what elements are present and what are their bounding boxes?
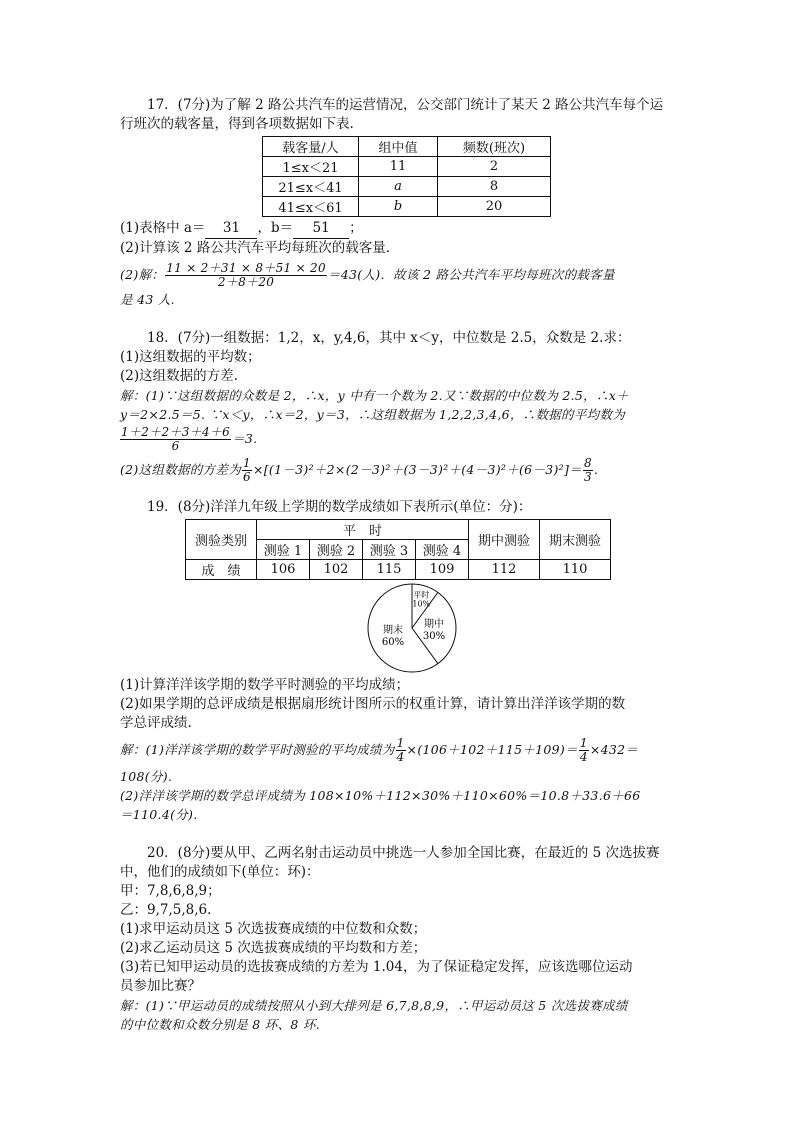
q18-solution-line1: 解：(1)∵这组数据的众数是 2，∴x，y 中有一个数为 2.又∵数据的中位数为 2.5，∴x＋ bbox=[120, 388, 629, 403]
table-cell: b bbox=[359, 197, 438, 217]
q19-quarter-fraction-2 bbox=[579, 737, 589, 764]
pie-pct-final: 60% bbox=[381, 637, 405, 649]
table-row bbox=[186, 520, 611, 540]
q18-solution-line3 bbox=[120, 424, 675, 454]
question-17 bbox=[120, 96, 675, 309]
q17-solution-result: ＝43(人)．故该 2 路公共汽车平均每班次的载客量 bbox=[327, 267, 615, 282]
q17-a-answer: 31 bbox=[205, 219, 257, 239]
table-row bbox=[263, 197, 551, 217]
q17-solution-fraction bbox=[165, 262, 327, 289]
q20-stem-line2: 中，他们的成绩如下(单位：环)： bbox=[120, 864, 320, 880]
table-cell: a bbox=[359, 177, 438, 197]
q19-header-test2: 测验 2 bbox=[310, 540, 363, 560]
weight-pie-chart bbox=[366, 582, 458, 674]
q20-stem-line1: 20．(8分)要从甲、乙两名射击运动员中挑选一人参加全国比赛，在最近的 5 次选拔赛 bbox=[147, 845, 660, 861]
q19-quarter-fraction bbox=[396, 737, 406, 764]
fraction-denominator: 3 bbox=[583, 470, 592, 484]
q20-solution-line2: 的中位数和众数分别是 8 环、8 环. bbox=[120, 1017, 320, 1032]
table-row bbox=[263, 157, 551, 177]
pie-pct-usual: 10% bbox=[412, 599, 431, 609]
question-18 bbox=[120, 329, 675, 486]
q18-stem: 18．(7分)一组数据：1,2，x，y,4,6，其中 x＜y，中位数是 2.5，众数是 2.求： bbox=[147, 330, 631, 346]
q19-header-test4: 测验 4 bbox=[416, 540, 469, 560]
table-cell: 8 bbox=[438, 177, 551, 197]
q17-part1-a-label: (1)表格中 a＝ bbox=[120, 220, 206, 236]
question-20 bbox=[120, 844, 675, 1034]
q19-part2-line1: (2)如果学期的总评成绩是根据扇形统计图所示的权重计算，请计算出洋洋该学期的数 bbox=[120, 696, 626, 712]
fraction-numerator: 8 bbox=[583, 456, 592, 470]
q17-b-answer: 51 bbox=[293, 219, 349, 239]
q18-part1: (1)这组数据的平均数； bbox=[120, 349, 261, 365]
table-cell: 2 bbox=[438, 157, 551, 177]
q19-solution-line1 bbox=[120, 733, 675, 767]
q18-solution-line4 bbox=[120, 454, 675, 486]
q17-part1 bbox=[120, 219, 675, 239]
q18-variance-label: (2)这组数据的方差为 bbox=[120, 462, 242, 477]
q19-row-label: 成 绩 bbox=[186, 560, 257, 580]
q19-score-table bbox=[185, 519, 611, 580]
table-cell: 21≤x＜41 bbox=[263, 177, 359, 197]
q19-header-midterm: 期中测验 bbox=[469, 520, 540, 560]
q19-header-test3: 测验 3 bbox=[363, 540, 416, 560]
q18-variance-result-fraction bbox=[583, 457, 593, 484]
q17-solution-line1 bbox=[120, 260, 675, 290]
q17-solution-line2: 是 43 人. bbox=[120, 292, 175, 307]
table-cell: 1≤x＜21 bbox=[263, 157, 359, 177]
q19-part1: (1)计算洋洋该学期的数学平时测验的平均成绩； bbox=[120, 677, 410, 693]
q17-header-mid: 组中值 bbox=[359, 137, 438, 157]
table-row bbox=[263, 137, 551, 157]
table-cell: 110 bbox=[540, 560, 611, 580]
q18-mean-result: ＝3. bbox=[232, 431, 258, 446]
fraction-denominator: 2＋8＋20 bbox=[217, 275, 275, 289]
question-19 bbox=[120, 498, 675, 824]
q19-solution-product: ×432＝ bbox=[589, 742, 639, 757]
pie-pct-midterm: 30% bbox=[422, 631, 446, 642]
document-page bbox=[120, 96, 675, 1034]
q19-header-final: 期末测验 bbox=[540, 520, 611, 560]
table-cell: 102 bbox=[310, 560, 363, 580]
table-cell: 11 bbox=[359, 157, 438, 177]
table-cell: 20 bbox=[438, 197, 551, 217]
q20-solution-line1: 解：(1)∵甲运动员的成绩按照从小到大排列是 6,7,8,8,9，∴甲运动员这 5 次选拔赛成绩 bbox=[120, 998, 628, 1013]
pie-label-midterm: 期中 bbox=[424, 619, 444, 630]
q20-scores-jia: 甲：7,8,6,8,9； bbox=[120, 883, 221, 899]
q17-solution-label: (2)解： bbox=[120, 267, 165, 282]
q17-header-load: 载客量/人 bbox=[263, 137, 359, 157]
q17-header-freq: 频数(班次) bbox=[438, 137, 551, 157]
q19-header-test1: 测验 1 bbox=[257, 540, 310, 560]
table-cell: 112 bbox=[469, 560, 540, 580]
fraction-numerator: 1 bbox=[396, 736, 405, 750]
q20-part1: (1)求甲运动员这 5 次选拔赛成绩的中位数和众数； bbox=[120, 921, 427, 937]
q19-part2-line2: 学总评成绩. bbox=[120, 715, 192, 731]
fraction-denominator: 6 bbox=[243, 470, 251, 484]
q20-part3-line2: 员参加比赛？ bbox=[120, 978, 201, 994]
q20-scores-yi: 乙：9,7,5,8,6. bbox=[120, 902, 212, 918]
q19-solution-line2: 108(分). bbox=[120, 769, 173, 784]
q19-solution-line3: (2)洋洋该学期的数学总评成绩为 108×10%＋112×30%＋110×60%＝10.8＋33.6＋66 bbox=[120, 788, 641, 803]
q20-part3-line1: (3)若已知甲运动员的选拔赛成绩的方差为 1.04，为了保证稳定发挥，应该选哪位运动 bbox=[120, 959, 633, 975]
q19-solution-label: 解：(1)洋洋该学期的数学平时测验的平均成绩为 bbox=[120, 742, 395, 757]
q18-solution-line2: y＝2×2.5＝5. ∵x＜y，∴x＝2，y＝3，∴这组数据为 1,2,2,3,4,6，∴数据的平均数为 bbox=[120, 407, 626, 422]
q17-part1-b-label: ，b＝ bbox=[257, 220, 294, 236]
fraction-numerator: 1 bbox=[579, 736, 588, 750]
q18-one-sixth-fraction bbox=[242, 457, 252, 484]
q17-part1-end: ； bbox=[349, 220, 363, 236]
fraction-numerator: 1＋2＋2＋3＋4＋6 bbox=[121, 425, 231, 439]
pie-label-usual: 平时 bbox=[413, 590, 430, 600]
q20-part2: (2)求乙运动员这 5 次选拔赛成绩的平均数和方差； bbox=[120, 940, 427, 956]
q18-part2: (2)这组数据的方差. bbox=[120, 368, 238, 384]
table-cell: 115 bbox=[363, 560, 416, 580]
table-cell: 106 bbox=[257, 560, 310, 580]
fraction-numerator: 1 bbox=[243, 456, 251, 470]
q19-stem: 19．(8分)洋洋九年级上学期的数学成绩如下表所示(单位：分)： bbox=[147, 499, 532, 515]
fraction-numerator: 11 × 2＋31 × 8＋51 × 20 bbox=[166, 261, 326, 275]
q19-header-usual: 平 时 bbox=[257, 520, 469, 540]
q18-variance-end: . bbox=[593, 462, 599, 477]
fraction-denominator: 4 bbox=[579, 750, 588, 764]
q19-header-type: 测验类别 bbox=[186, 520, 257, 560]
q19-solution-sum: ×(106＋102＋115＋109)＝ bbox=[406, 742, 578, 757]
table-cell: 109 bbox=[416, 560, 469, 580]
table-row bbox=[263, 177, 551, 197]
q17-stem-line2: 行班次的载客量，得到各项数据如下表. bbox=[120, 116, 354, 132]
q18-mean-fraction bbox=[120, 426, 231, 453]
q17-part2: (2)计算该 2 路公共汽车平均每班次的载客量. bbox=[120, 240, 391, 256]
q19-solution-line4: ＝110.4(分). bbox=[120, 807, 198, 822]
q17-stem-line1: 17．(7分)为了解 2 路公共汽车的运营情况，公交部门统计了某天 2 路公共汽车每个运 bbox=[147, 97, 664, 113]
table-row bbox=[186, 560, 611, 580]
table-cell: 41≤x＜61 bbox=[263, 197, 359, 217]
pie-label-final: 期末 bbox=[382, 625, 403, 637]
fraction-denominator: 6 bbox=[171, 439, 180, 453]
q17-table bbox=[262, 136, 551, 217]
q18-variance-expression: ×[(1－3)²＋2×(2－3)²＋(3－3)²＋(4－3)²＋(6－3)²]＝ bbox=[252, 462, 582, 477]
fraction-denominator: 4 bbox=[396, 750, 405, 764]
